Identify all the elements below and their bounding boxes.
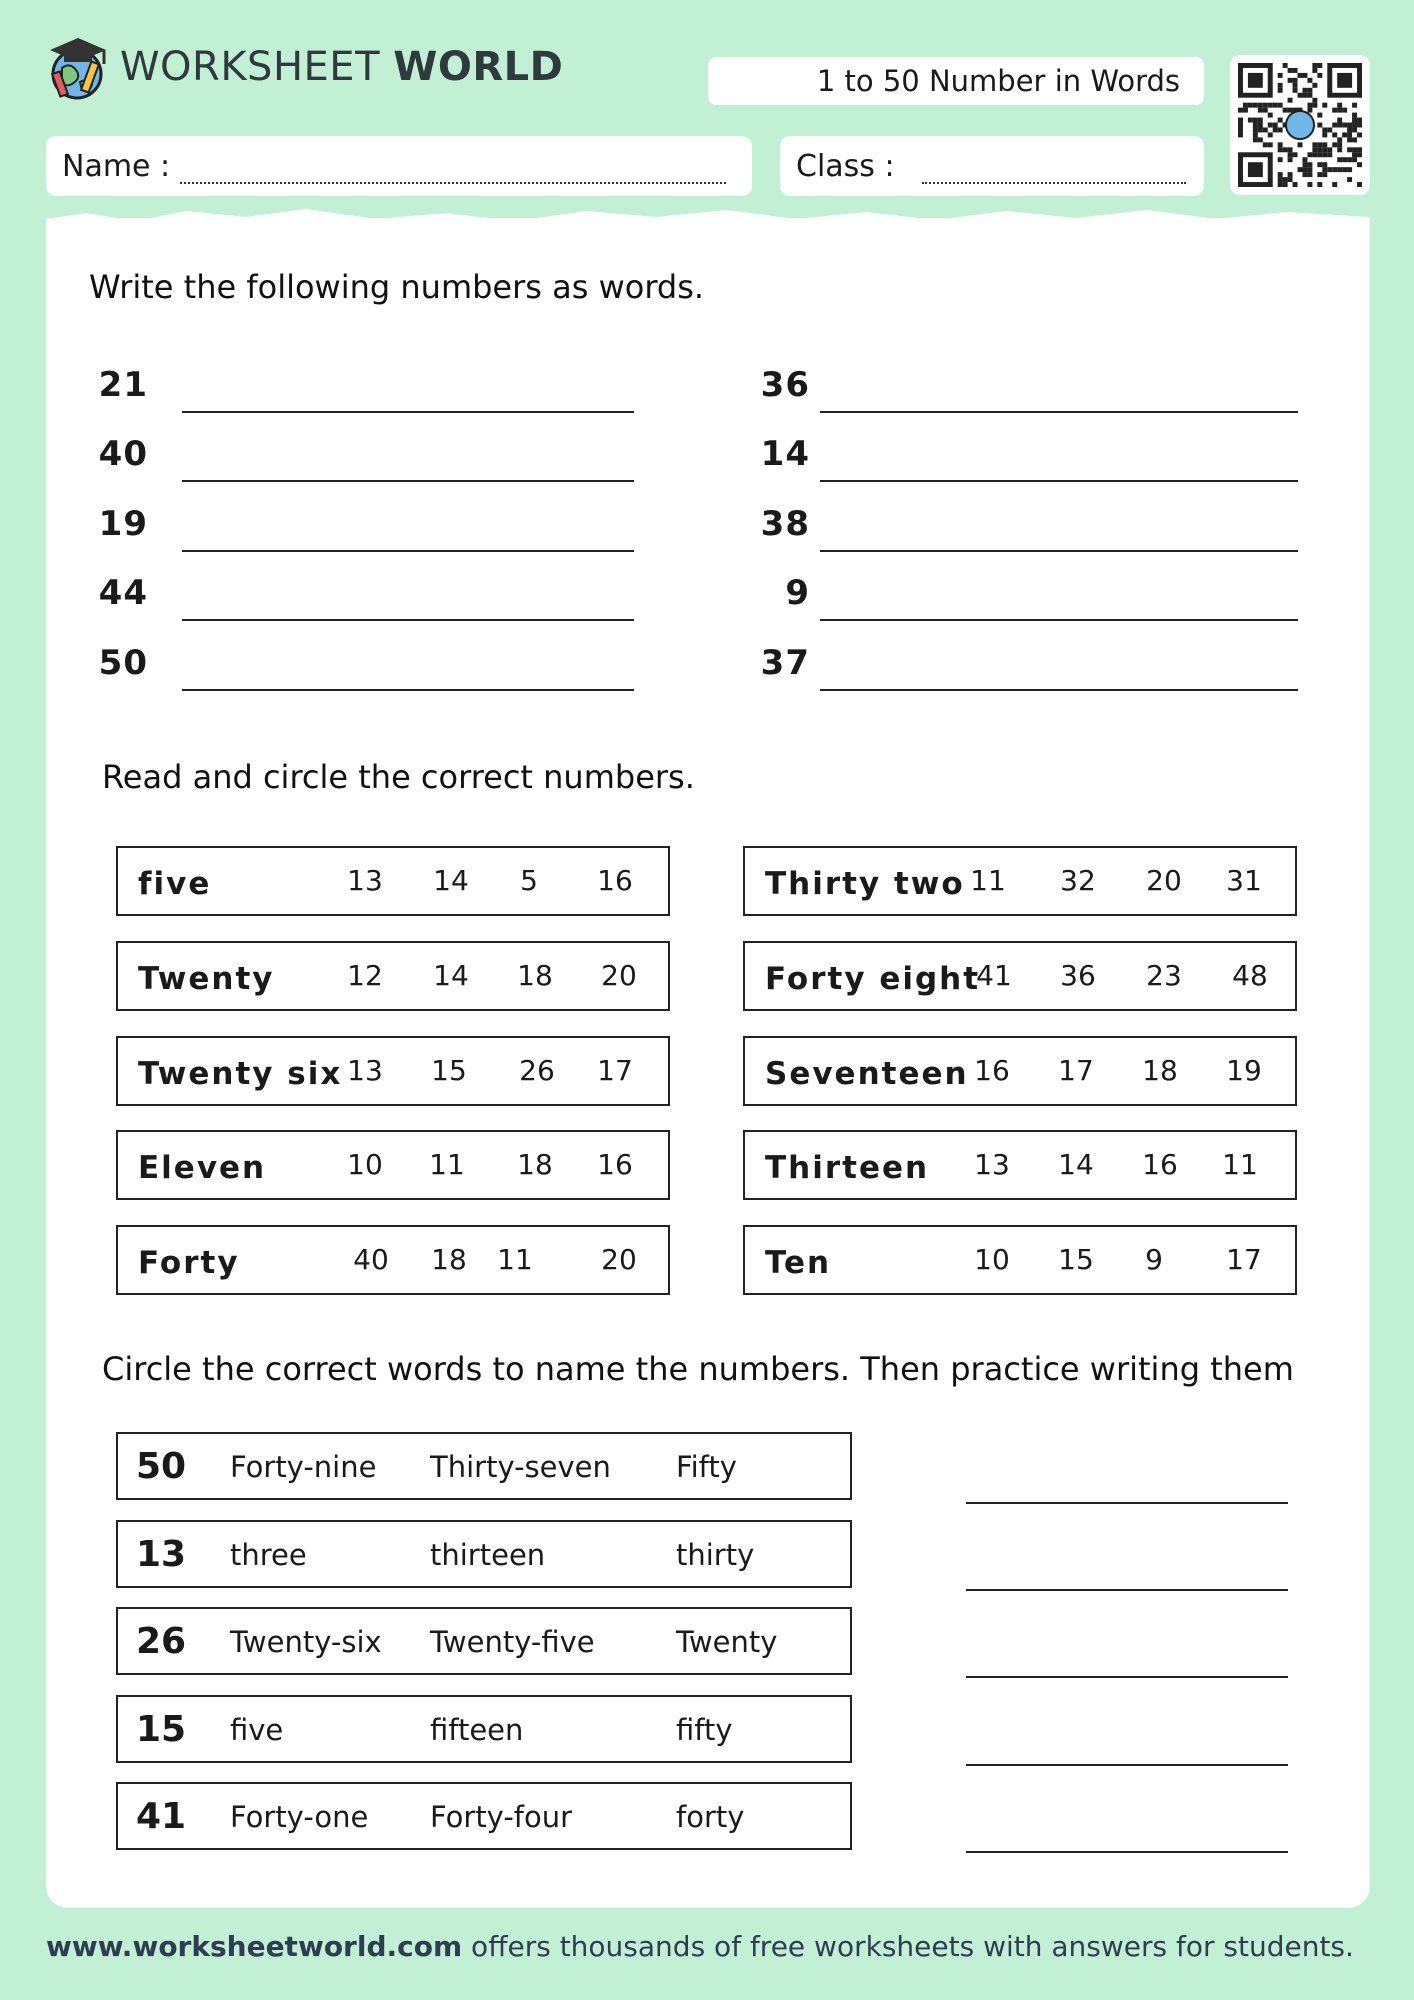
number-option[interactable]: 15 — [431, 1054, 467, 1087]
word-option[interactable]: forty — [676, 1800, 745, 1834]
number-option[interactable]: 17 — [1226, 1243, 1262, 1276]
number-option[interactable]: 20 — [1146, 864, 1182, 897]
number-option[interactable]: 11 — [429, 1148, 465, 1181]
number-word: Seventeen — [765, 1056, 969, 1092]
brand-name-thin: WORKSHEET — [120, 44, 381, 90]
answer-line[interactable] — [182, 411, 634, 413]
word-option[interactable]: Fifty — [676, 1450, 737, 1484]
number-word: Twenty — [138, 961, 275, 997]
number-label: 41 — [136, 1796, 187, 1837]
number-option[interactable]: 20 — [601, 959, 637, 992]
number-option[interactable]: 5 — [520, 864, 538, 897]
circle-number-box — [743, 1130, 1297, 1200]
number-option[interactable]: 11 — [970, 864, 1006, 897]
word-option[interactable]: Forty-nine — [230, 1450, 377, 1484]
word-option[interactable]: three — [230, 1538, 307, 1572]
number-option[interactable]: 19 — [1226, 1054, 1262, 1087]
name-writing-line — [180, 182, 726, 184]
word-choice-box — [116, 1695, 852, 1763]
qr-code-icon — [1238, 63, 1362, 187]
number-option[interactable]: 31 — [1226, 864, 1262, 897]
number-option[interactable]: 17 — [597, 1054, 633, 1087]
circle-number-box — [743, 1036, 1297, 1106]
number-option[interactable]: 48 — [1232, 959, 1268, 992]
number-option[interactable]: 18 — [431, 1243, 467, 1276]
number-word: Eleven — [138, 1150, 267, 1186]
number-label: 38 — [760, 504, 810, 544]
answer-line[interactable] — [820, 619, 1298, 621]
number-option[interactable]: 16 — [974, 1054, 1010, 1087]
number-option[interactable]: 18 — [517, 1148, 553, 1181]
number-label: 50 — [136, 1446, 187, 1487]
number-word: Ten — [765, 1245, 832, 1281]
number-option[interactable]: 41 — [976, 959, 1012, 992]
class-writing-line — [922, 182, 1186, 184]
number-option[interactable]: 20 — [601, 1243, 637, 1276]
number-option[interactable]: 36 — [1060, 959, 1096, 992]
number-word: Twenty six — [138, 1056, 343, 1092]
number-label: 36 — [760, 365, 810, 405]
number-option[interactable]: 23 — [1146, 959, 1182, 992]
number-label: 9 — [785, 573, 810, 613]
number-label: 26 — [136, 1621, 187, 1662]
word-option[interactable]: Thirty-seven — [430, 1450, 611, 1484]
number-option[interactable]: 10 — [974, 1243, 1010, 1276]
number-option[interactable]: 11 — [1222, 1148, 1258, 1181]
answer-line[interactable] — [182, 689, 634, 691]
graduate-globe-icon — [44, 32, 114, 102]
number-option[interactable]: 18 — [517, 959, 553, 992]
number-option[interactable]: 16 — [1142, 1148, 1178, 1181]
number-option[interactable]: 18 — [1142, 1054, 1178, 1087]
word-option[interactable]: Twenty-six — [230, 1625, 382, 1659]
number-option[interactable]: 40 — [353, 1243, 389, 1276]
circle-number-box — [116, 941, 670, 1011]
number-word: Thirty two — [765, 866, 965, 902]
number-option[interactable]: 13 — [974, 1148, 1010, 1181]
section3-instruction: Circle the correct words to name the numbers. Then practice writing them — [102, 1350, 1294, 1388]
circle-number-box — [743, 941, 1297, 1011]
word-choice-box — [116, 1607, 852, 1675]
section1-instruction: Write the following numbers as words. — [89, 268, 705, 306]
word-choice-box — [116, 1432, 852, 1500]
number-label: 37 — [760, 643, 810, 683]
number-label: 40 — [98, 434, 148, 474]
number-option[interactable]: 11 — [497, 1243, 533, 1276]
section2-instruction: Read and circle the correct numbers. — [102, 758, 695, 796]
number-option[interactable]: 16 — [597, 1148, 633, 1181]
number-option[interactable]: 16 — [597, 864, 633, 897]
word-option[interactable]: fifteen — [430, 1713, 524, 1747]
word-option[interactable]: thirty — [676, 1538, 755, 1572]
brand-logo — [44, 32, 563, 102]
number-label: 21 — [98, 365, 148, 405]
name-field[interactable] — [46, 136, 752, 196]
practice-writing-line[interactable] — [966, 1764, 1288, 1766]
word-choice-box — [116, 1520, 852, 1588]
circle-number-box — [116, 1036, 670, 1106]
number-option[interactable]: 14 — [1058, 1148, 1094, 1181]
circle-number-box — [743, 1225, 1297, 1295]
number-option[interactable]: 13 — [347, 864, 383, 897]
number-label: 13 — [136, 1534, 187, 1575]
name-label: Name : — [62, 148, 171, 184]
circle-number-box — [116, 1130, 670, 1200]
practice-writing-line[interactable] — [966, 1851, 1288, 1853]
circle-number-box — [743, 846, 1297, 916]
worksheet-title-text: 1 to 50 Number in Words — [816, 64, 1180, 98]
word-option[interactable]: Forty-four — [430, 1800, 573, 1834]
word-option[interactable]: fifty — [676, 1713, 733, 1747]
number-word: Thirteen — [765, 1150, 930, 1186]
number-option[interactable]: 15 — [1058, 1243, 1094, 1276]
number-label: 14 — [760, 434, 810, 474]
number-option[interactable]: 32 — [1060, 864, 1096, 897]
answer-line[interactable] — [820, 550, 1298, 552]
number-label: 44 — [98, 573, 148, 613]
number-word: five — [138, 866, 212, 902]
brand-name — [120, 44, 563, 90]
torn-paper-edge — [46, 205, 1370, 231]
number-word: Forty eight — [765, 961, 981, 997]
word-option[interactable]: five — [230, 1713, 284, 1747]
practice-writing-line[interactable] — [966, 1502, 1288, 1504]
qr-code — [1230, 55, 1370, 195]
number-option[interactable]: 10 — [347, 1148, 383, 1181]
brand-name-bold: WORLD — [393, 44, 564, 90]
word-option[interactable]: Forty-one — [230, 1800, 369, 1834]
class-field[interactable] — [780, 136, 1204, 196]
word-option[interactable]: thirteen — [430, 1538, 546, 1572]
answer-line[interactable] — [820, 480, 1298, 482]
number-word: Forty — [138, 1245, 240, 1281]
answer-line[interactable] — [182, 619, 634, 621]
answer-line[interactable] — [182, 550, 634, 552]
footer-text: offers thousands of free worksheets with answers for students. — [462, 1930, 1354, 1963]
word-option[interactable]: Twenty — [676, 1625, 778, 1659]
class-label: Class : — [796, 148, 895, 184]
number-label: 15 — [136, 1709, 187, 1750]
answer-line[interactable] — [820, 689, 1298, 691]
number-option[interactable]: 17 — [1058, 1054, 1094, 1087]
footer-site-link[interactable]: www.worksheetworld.com — [46, 1930, 463, 1963]
footer — [46, 1930, 1354, 1963]
circle-number-box — [116, 846, 670, 916]
number-label: 19 — [98, 504, 148, 544]
word-option[interactable]: Twenty-five — [430, 1625, 595, 1659]
circle-number-box — [116, 1225, 670, 1295]
number-option[interactable]: 14 — [433, 959, 469, 992]
word-choice-box — [116, 1782, 852, 1850]
practice-writing-line[interactable] — [966, 1676, 1288, 1678]
worksheet-title — [708, 57, 1204, 105]
number-option[interactable]: 26 — [519, 1054, 555, 1087]
answer-line[interactable] — [820, 411, 1298, 413]
number-label: 50 — [98, 643, 148, 683]
number-option[interactable]: 14 — [433, 864, 469, 897]
number-option[interactable]: 9 — [1145, 1243, 1163, 1276]
practice-writing-line[interactable] — [966, 1589, 1288, 1591]
number-option[interactable]: 13 — [347, 1054, 383, 1087]
answer-line[interactable] — [182, 480, 634, 482]
number-option[interactable]: 12 — [347, 959, 383, 992]
